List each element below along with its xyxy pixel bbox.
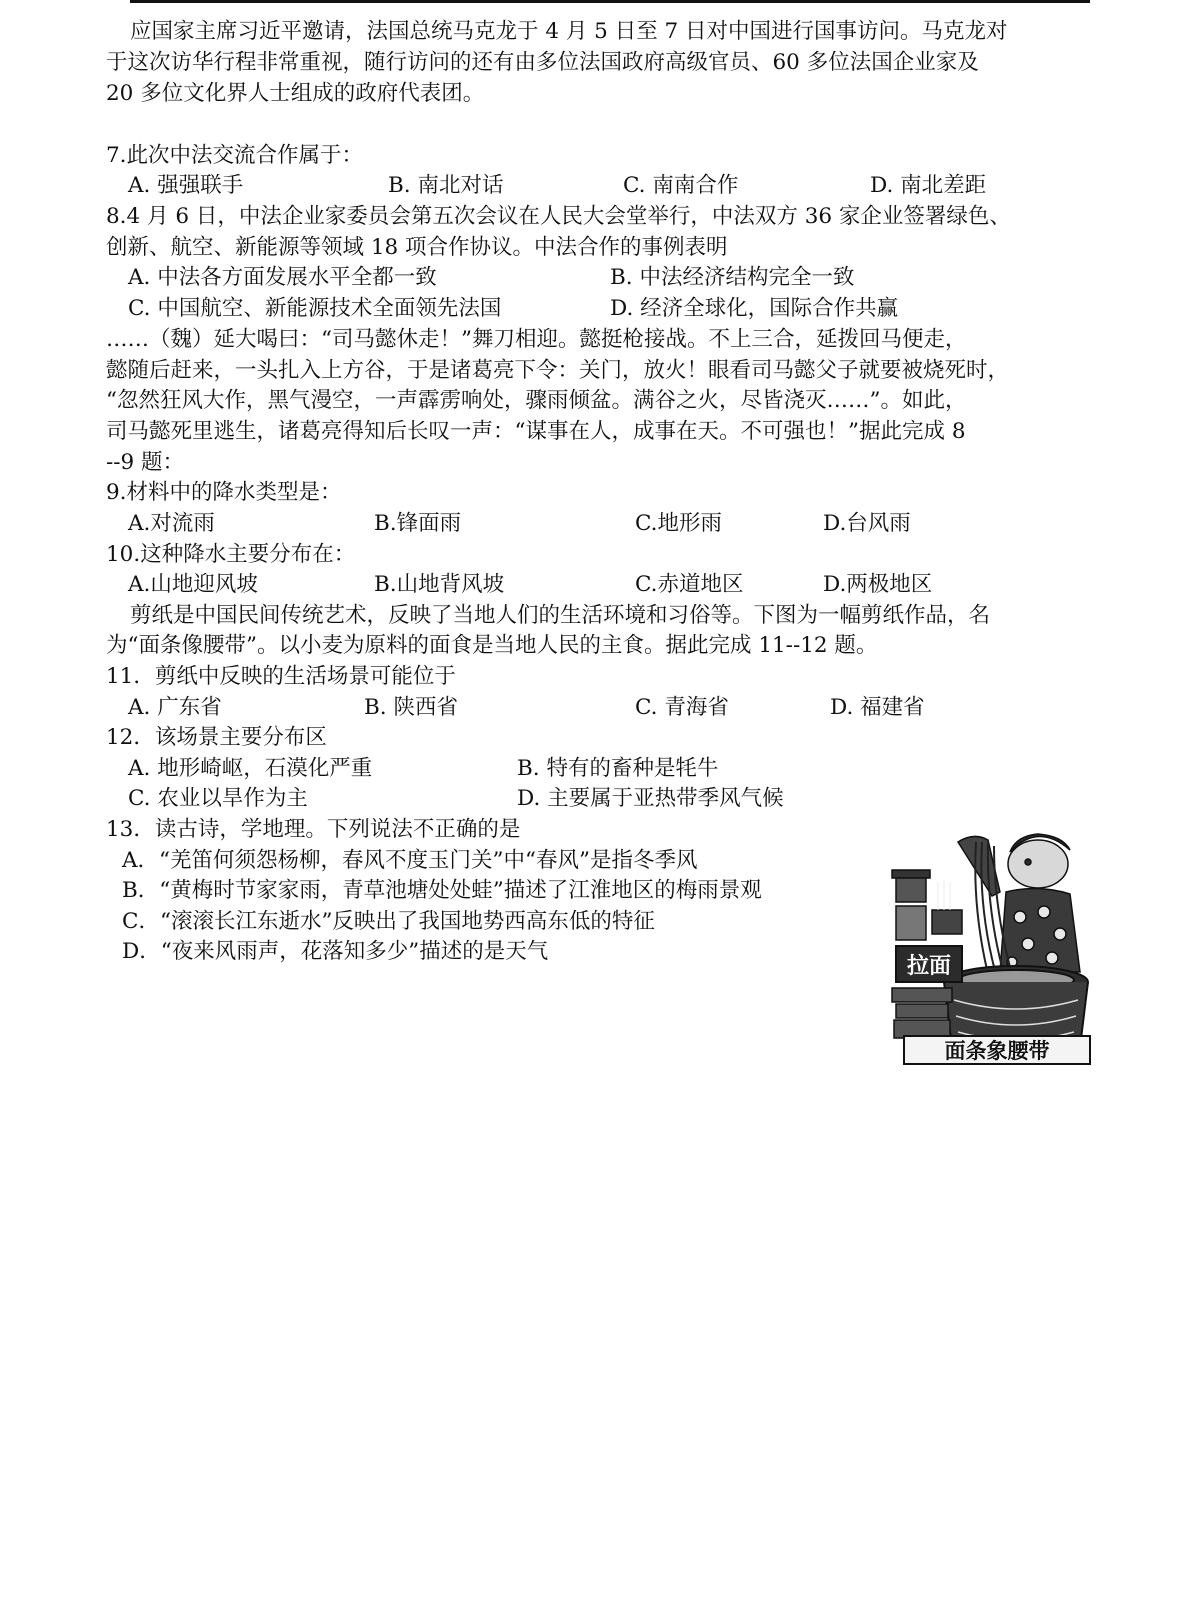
q13-stem: 13．读古诗，学地理。下列说法不正确的是: [106, 817, 521, 842]
q13-option-d: D．“夜来风雨声，花落知多少”描述的是天气: [122, 939, 549, 964]
passage2-line-5: --9 题：: [106, 450, 185, 475]
passage3-line-2: 为“面条像腰带”。以小麦为原料的面食是当地人民的主食。据此完成 11--12 题。: [106, 633, 878, 658]
q8-option-a: A. 中法各方面发展水平全都一致: [128, 265, 437, 290]
papercut-illustration: [888, 822, 1098, 1067]
q10-option-b: B.山地背风坡: [374, 572, 505, 597]
q12-option-b: B. 特有的畜种是牦牛: [517, 756, 719, 781]
q9-stem: 9.材料中的降水类型是：: [106, 480, 342, 505]
passage1-line-1: 应国家主席习近平邀请，法国总统马克龙于 4 月 5 日至 7 日对中国进行国事访问。马克龙对: [130, 19, 1008, 44]
q11-option-d: D. 福建省: [830, 695, 925, 720]
q10-option-c: C.赤道地区: [635, 572, 744, 597]
q13-option-a: A．“羌笛何须怨杨柳，春风不度玉门关”中“春风”是指冬季风: [122, 848, 698, 873]
q10-option-d: D.两极地区: [823, 572, 933, 597]
q11-stem: 11．剪纸中反映的生活场景可能位于: [106, 664, 456, 689]
q8-stem-line-2: 创新、航空、新能源等领域 18 项合作协议。中法合作的事例表明: [106, 235, 728, 260]
papercut-sign: 拉面: [906, 954, 952, 979]
passage1-line-3: 20 多位文化界人士组成的政府代表团。: [106, 81, 485, 106]
papercut-caption: 面条象腰带: [944, 1039, 1050, 1063]
q9-option-a: A.对流雨: [128, 511, 215, 536]
q12-option-d: D. 主要属于亚热带季风气候: [517, 786, 784, 811]
q11-option-a: A. 广东省: [128, 695, 222, 720]
q12-stem: 12．该场景主要分布区: [106, 725, 327, 750]
q8-option-d: D. 经济全球化，国际合作共赢: [610, 296, 899, 321]
q7-stem: 7.此次中法交流合作属于：: [106, 143, 364, 168]
q12-option-c: C. 农业以旱作为主: [128, 786, 308, 811]
q8-option-c: C. 中国航空、新能源技术全面领先法国: [128, 296, 502, 321]
passage2-line-1: ……（魏）延大喝曰：“司马懿休走！”舞刀相迎。懿挺枪接战。不上三合，延拨回马便走，: [106, 327, 967, 352]
q12-option-a: A. 地形崎岖，石漠化严重: [128, 756, 373, 781]
passage1-line-2: 于这次访华行程非常重视，随行访问的还有由多位法国政府高级官员、60 多位法国企业家及: [106, 50, 979, 75]
passage2-line-3: “忽然狂风大作，黑气漫空，一声霹雳响处，骤雨倾盆。满谷之火，尽皆浇灭……”。如此，: [106, 388, 967, 413]
passage2-line-2: 懿随后赶来，一头扎入上方谷，于是诸葛亮下令：关门，放火！眼看司马懿父子就要被烧死时，: [106, 358, 1010, 383]
top-rule: [130, 0, 1090, 3]
q7-option-b: B. 南北对话: [388, 173, 504, 198]
q11-option-b: B. 陕西省: [364, 695, 458, 720]
q8-stem-line-1: 8.4 月 6 日，中法企业家委员会第五次会议在人民大会堂举行，中法双方 36 家企业签署绿色、: [106, 204, 1011, 229]
q13-option-c: C．“滚滚长江东逝水”反映出了我国地势西高东低的特征: [122, 909, 655, 934]
passage2-line-4: 司马懿死里逃生，诸葛亮得知后长叹一声：“谋事在人，成事在天。不可强也！”据此完成 8: [106, 419, 966, 444]
q10-option-a: A.山地迎风坡: [128, 572, 258, 597]
q7-option-d: D. 南北差距: [870, 173, 987, 198]
q9-option-d: D.台风雨: [823, 511, 911, 536]
papercut-figure: [888, 822, 1098, 1067]
q7-option-c: C. 南南合作: [623, 173, 739, 198]
q10-stem: 10.这种降水主要分布在：: [106, 542, 356, 567]
q7-option-a: A. 强强联手: [128, 173, 244, 198]
q9-option-c: C.地形雨: [635, 511, 723, 536]
q8-option-b: B. 中法经济结构完全一致: [610, 265, 855, 290]
q9-option-b: B.锋面雨: [374, 511, 462, 536]
passage3-line-1: 剪纸是中国民间传统艺术，反映了当地人们的生活环境和习俗等。下图为一幅剪纸作品，名: [130, 603, 991, 628]
q11-option-c: C. 青海省: [635, 695, 729, 720]
q13-option-b: B．“黄梅时节家家雨，青草池塘处处蛙”描述了江淮地区的梅雨景观: [122, 878, 762, 903]
